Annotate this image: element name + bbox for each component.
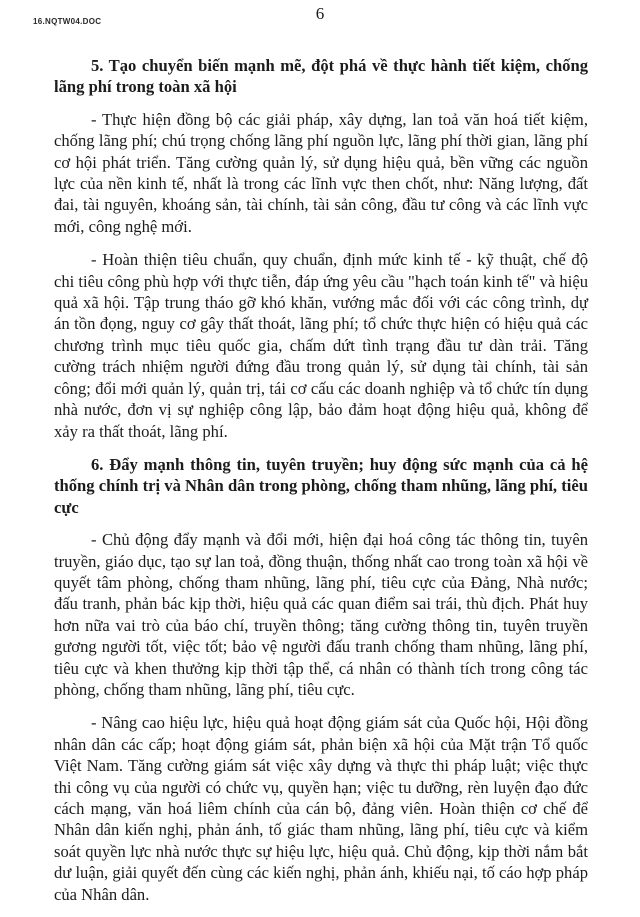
page-number: 6	[315, 4, 325, 23]
paragraph-hoan-thien-tieu-chuan: - Hoàn thiện tiêu chuẩn, quy chuẩn, định mức kinh tế - kỹ thuật, chế độ chi tiêu công phù hợp với thực tiễn, đáp ứng yêu cầu "hạch toán kinh tế" và hiệu quả xã hội. Tập trung tháo gỡ khó khăn, vướng mắc đối với các công trình, dự án tồn đọng, nguy cơ gây thất thoát, lãng phí; tổ chức thực hiện có hiệu quả các chương trình mục tiêu quốc gia, chấm dứt tình trạng đầu tư dàn trải. Tăng cường trách nhiệm người đứng đầu trong quản lý, sử dụng tài chính, tài sản công; đổi mới quản lý, quản trị, tái cơ cấu các doanh nghiệp và tổ chức tín dụng nhà nước, đơn vị sự nghiệp công lập, bảo đảm hoạt động hiệu quả, không để xảy ra thất thoát, lãng phí.	[54, 250, 588, 441]
paragraph-chu-dong-day-manh: - Chủ động đẩy mạnh và đổi mới, hiện đại hoá công tác thông tin, tuyên truyền, giáo dục, tạo sự lan toả, đồng thuận, thống nhất cao trong toàn xã hội về quyết tâm phòng, chống tham nhũng, lãng phí, tiêu cực của Đảng, Nhà nước; đấu tranh, phản bác kịp thời, hiệu quả các quan điểm sai trái, thù địch. Phát huy hơn nữa vai trò của báo chí, truyền thông; tăng cường thông tin, tuyên truyền gương người tốt, việc tốt; bảo vệ người đấu tranh chống tham nhũng, lãng phí, tiêu cực và khen thưởng kịp thời tập thể, cá nhân có thành tích trong công tác phòng, chống tham nhũng, lãng phí, tiêu cực.	[54, 530, 588, 699]
section-heading-5: 5. Tạo chuyển biến mạnh mẽ, đột phá về thực hành tiết kiệm, chống lãng phí trong toàn xã hội	[54, 56, 588, 97]
page-header	[0, 0, 640, 34]
paragraph-thuc-hien-dong-bo: - Thực hiện đồng bộ các giải pháp, xây dựng, lan toả văn hoá tiết kiệm, chống lãng phí; chú trọng chống lãng phí nguồn lực, lãng phí thời gian, lãng phí cơ hội phát triển. Tăng cường quản lý, sử dụng hiệu quả, bền vững các nguồn lực của nền kinh tế, nhất là trong các lĩnh vực then chốt, như: Năng lượng, đất đai, tài nguyên, khoáng sản, tài chính, tài sản công, đầu tư công và các lĩnh vực mới, công nghệ mới.	[54, 109, 588, 236]
document-content	[54, 46, 588, 917]
header-filename: 16.NQTW04.DOC	[33, 17, 102, 26]
section-heading-6: 6. Đẩy mạnh thông tin, tuyên truyền; huy động sức mạnh của cả hệ thống chính trị và Nhân dân trong phòng, chống tham nhũng, lãng phí, tiêu cực	[54, 454, 588, 517]
paragraph-nang-cao-hieu-luc: - Nâng cao hiệu lực, hiệu quả hoạt động giám sát của Quốc hội, Hội đồng nhân dân các cấp; hoạt động giám sát, phản biện xã hội của Mặt trận Tổ quốc Việt Nam. Tăng cường giám sát việc xây dựng và thực thi pháp luật; việc thực thi công vụ của người có chức vụ, quyền hạn; việc tu dưỡng, rèn luyện đạo đức cách mạng, văn hoá liêm chính của cán bộ, đảng viên. Hoàn thiện cơ chế để Nhân dân kiến nghị, phản ánh, tố giác tham nhũng, lãng phí, tiêu cực và kiểm soát quyền lực nhà nước thực sự hiệu lực, hiệu quả. Chủ động, kịp thời nắm bắt dư luận, giải quyết đến cùng các kiến nghị, phản ánh, khiếu nại, tố cáo hợp pháp của Nhân dân.	[54, 713, 588, 904]
